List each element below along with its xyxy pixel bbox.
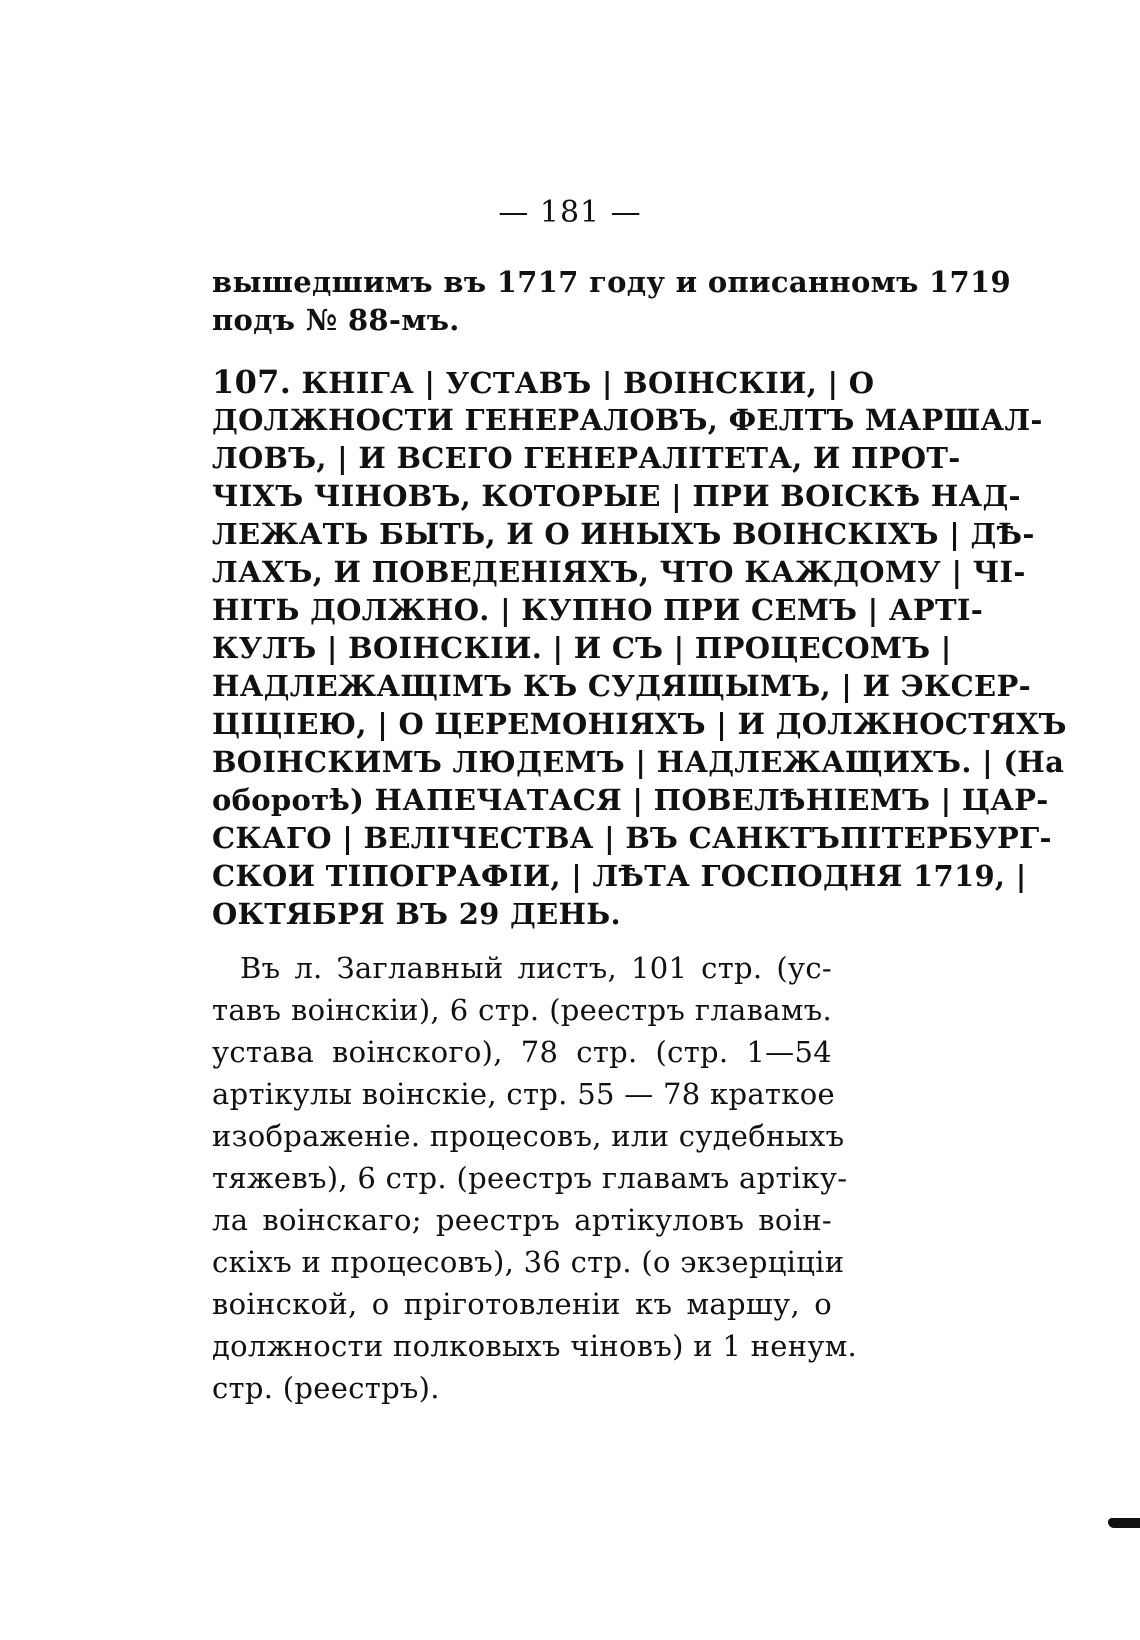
description-line: скіхъ и процесовъ), 36 стр. (о экзерціціи bbox=[212, 1245, 845, 1279]
description-line: устава воінского), 78 стр. (стр. 1—54 bbox=[212, 1035, 832, 1069]
entry-title-line: ЛОВЪ, | И ВСЕГО ГЕНЕРАЛІТЕТА, И ПРОТ- bbox=[212, 441, 961, 475]
page-number: — 181 — bbox=[498, 195, 642, 230]
entry-title-text: КНІГА | УСТАВЪ | ВОІНСКІИ, | О bbox=[301, 366, 875, 400]
description-line: ла воінскаго; реестръ артікуловъ воін- bbox=[212, 1203, 832, 1237]
description-line: должности полковыхъ чіновъ) и 1 ненум. bbox=[212, 1329, 858, 1363]
entry-title-line: ЧІХЪ ЧІНОВЪ, КОТОРЫЕ | ПРИ ВОІСКѢ НАД- bbox=[212, 479, 1021, 513]
entry-title-line: ЦІЦІЕЮ, | О ЦЕРЕМОНІЯХЪ | И ДОЛЖНОСТЯХЪ bbox=[212, 707, 1067, 741]
description-line: стр. (реестръ). bbox=[212, 1371, 440, 1405]
description-line: изображеніе. процесовъ, или судебныхъ bbox=[212, 1119, 845, 1153]
description-line: артікулы воінскіе, стр. 55 — 78 краткое bbox=[212, 1077, 835, 1111]
entry-title-line: ЛАХЪ, И ПОВЕДЕНІЯХЪ, ЧТО КАЖДОМУ | ЧІ- bbox=[212, 555, 1026, 589]
entry-title-line: СКОИ ТІПОГРАФІИ, | ЛѢТА ГОСПОДНЯ 1719, | bbox=[212, 859, 1027, 893]
entry-title-line bbox=[212, 362, 875, 403]
entry-title-line: ДОЛЖНОСТИ ГЕНЕРАЛОВЪ, ФЕЛТЪ МАРШАЛ- bbox=[212, 403, 1043, 437]
entry-title-line: КУЛЪ | ВОІНСКІИ. | И СЪ | ПРОЦЕСОМЪ | bbox=[212, 631, 952, 665]
entry-title-line: оборотѣ) НАПЕЧАТАСЯ | ПОВЕЛѢНІЕМЪ | ЦАР- bbox=[212, 783, 1049, 817]
continuation-line: подъ № 88-мъ. bbox=[212, 303, 460, 337]
description-line: воінской, о пріготовленіи къ маршу, о bbox=[212, 1287, 832, 1321]
ink-mark bbox=[1108, 1518, 1140, 1528]
description-line: тяжевъ), 6 стр. (реестръ главамъ артіку- bbox=[212, 1161, 848, 1195]
description-line: Въ л. Заглавный листъ, 101 стр. (ус- bbox=[240, 951, 832, 985]
description-line: тавъ воінскіи), 6 стр. (реестръ главамъ. bbox=[212, 993, 832, 1027]
continuation-line: вышедшимъ въ 1717 году и описанномъ 1719 bbox=[212, 265, 1011, 299]
entry-title-line: НАДЛЕЖАЩІМЪ КЪ СУДЯЩЫМЪ, | И ЭКСЕР- bbox=[212, 669, 1031, 703]
entry-title-line: ЛЕЖАТЬ БЫТЬ, И О ИНЫХЪ ВОІНСКІХЪ | ДѢ- bbox=[212, 517, 1035, 551]
entry-title-line: ОКТЯБРЯ ВЪ 29 ДЕНЬ. bbox=[212, 897, 621, 931]
entry-title-line: НІТЬ ДОЛЖНО. | КУПНО ПРИ СЕМЪ | АРТІ- bbox=[212, 593, 984, 627]
entry-title-line: СКАГО | ВЕЛІЧЕСТВА | ВЪ САНКТЪПІТЕРБУРГ- bbox=[212, 821, 1052, 855]
entry-number: 107. bbox=[212, 363, 292, 401]
entry-title-line: ВОІНСКИМЪ ЛЮДЕМЪ | НАДЛЕЖАЩИХЪ. | (На bbox=[212, 745, 1065, 779]
